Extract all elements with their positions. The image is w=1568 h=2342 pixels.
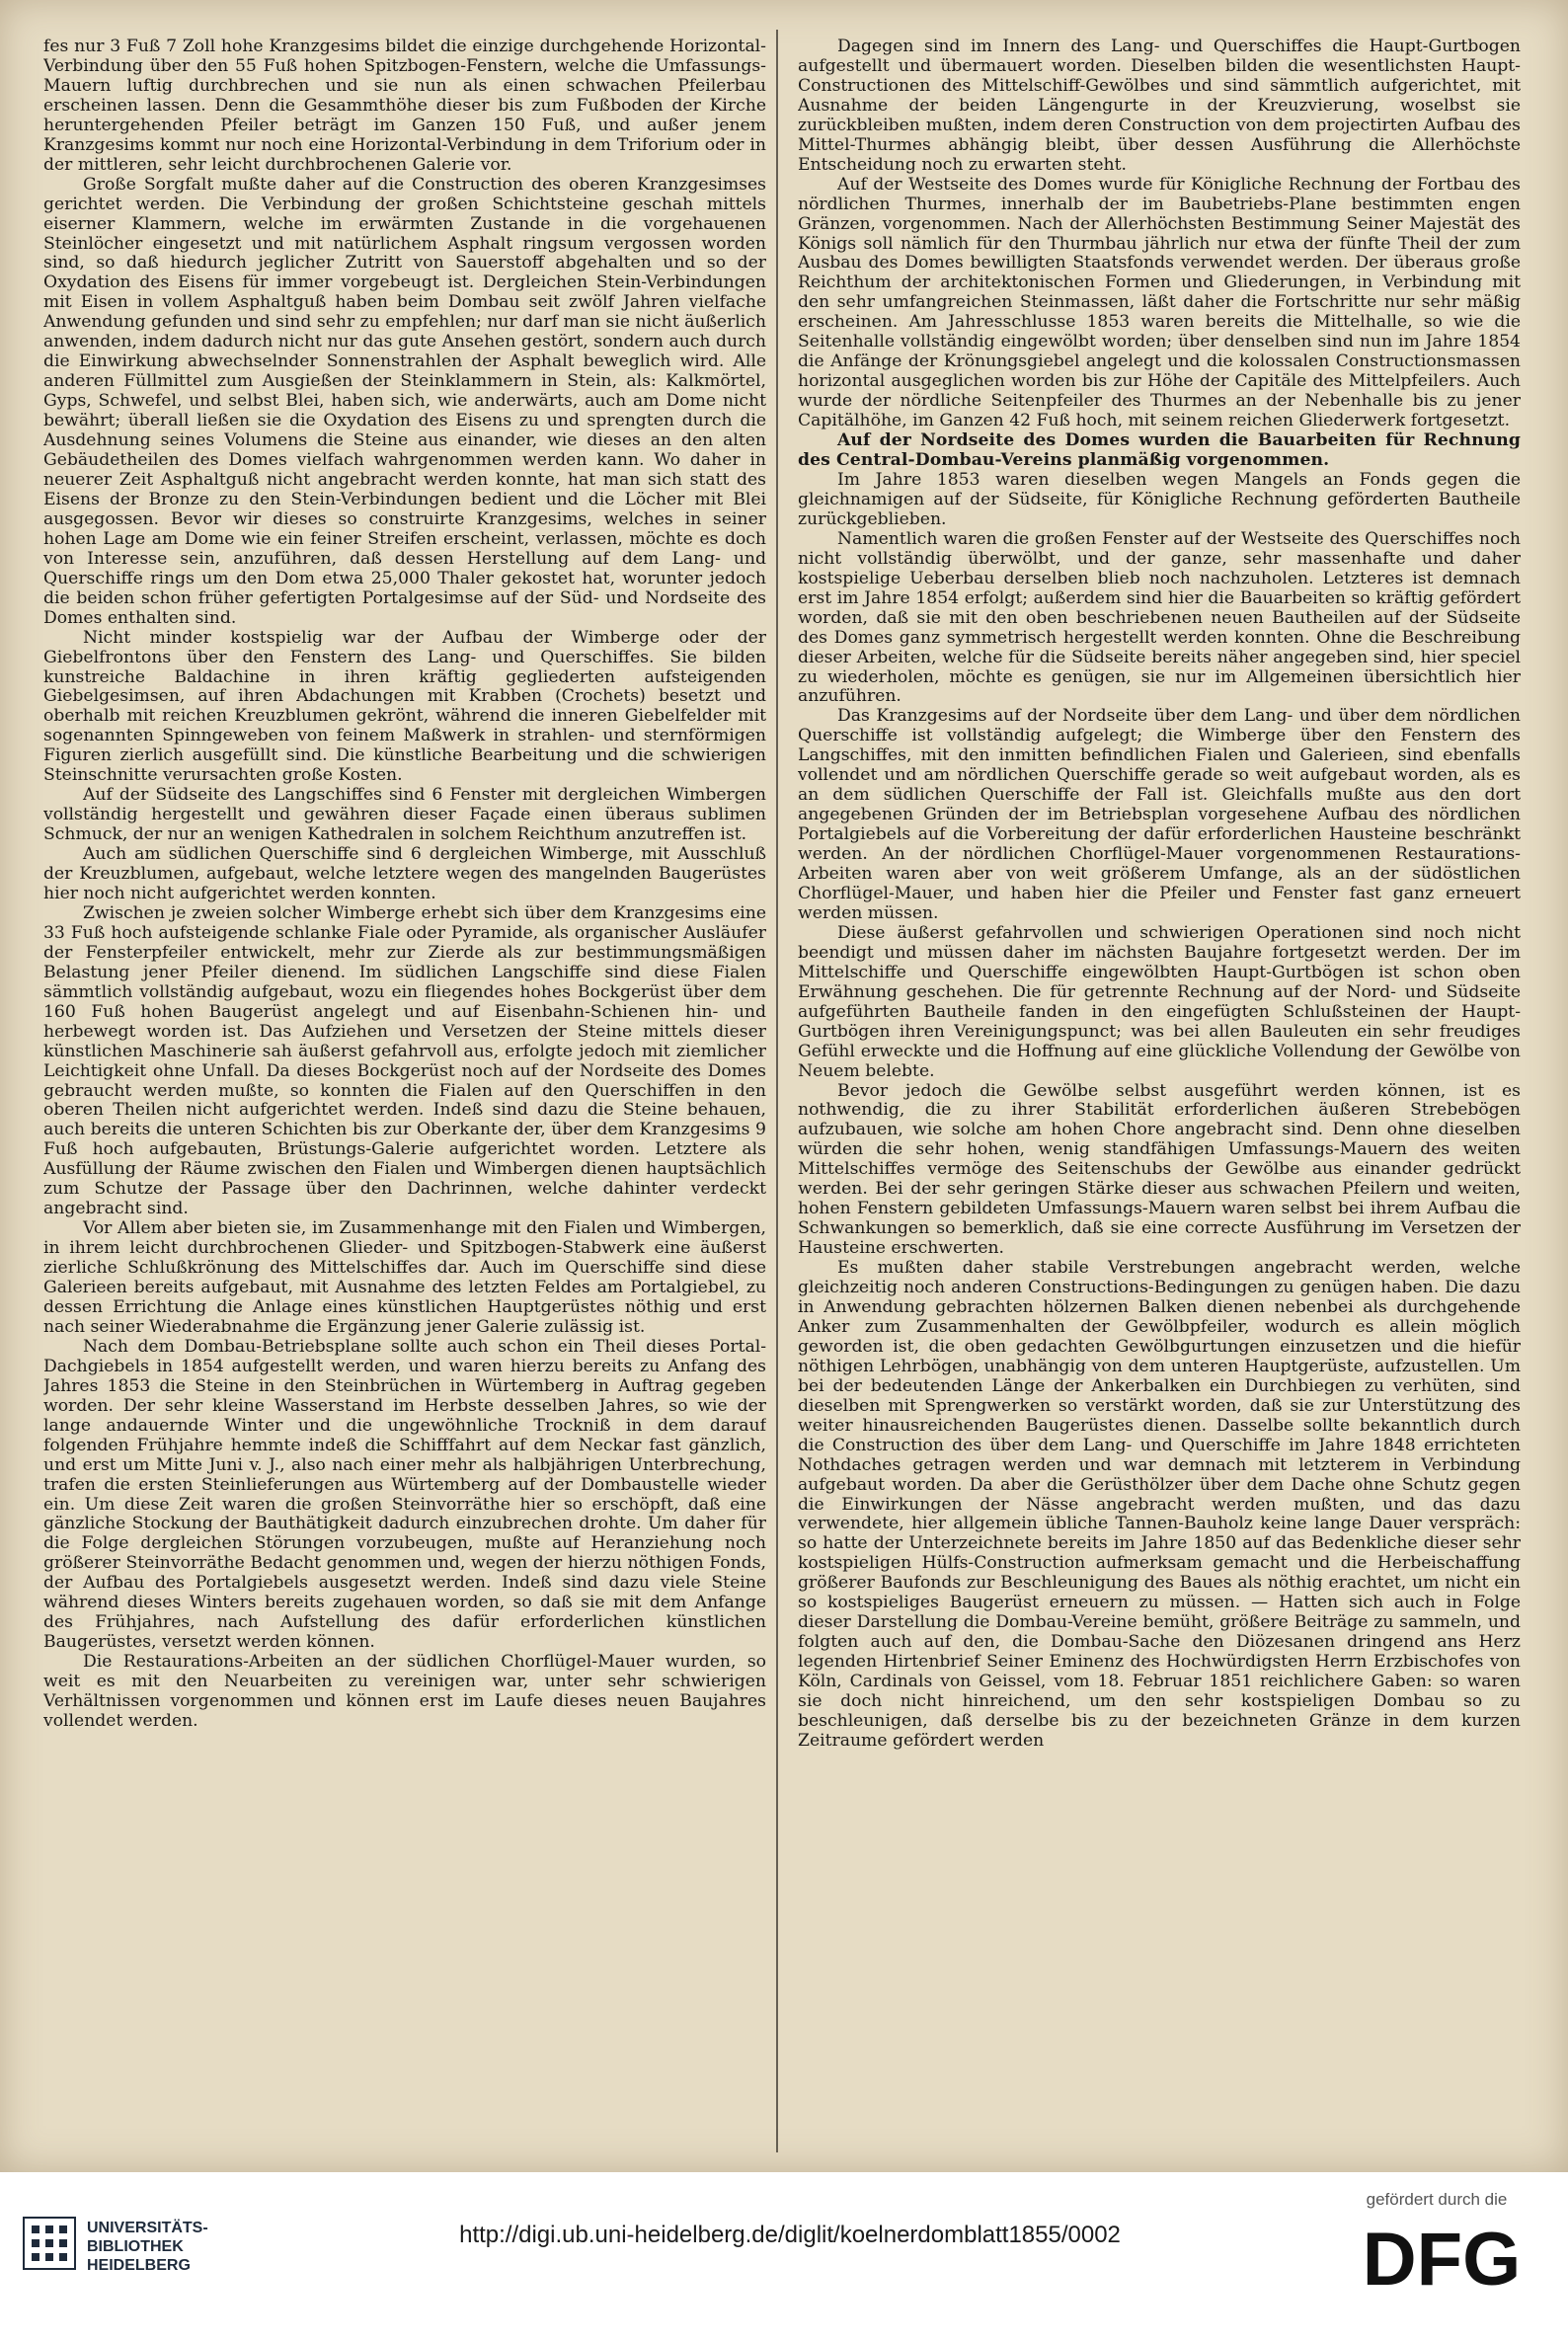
- paragraph: Dagegen sind im Innern des Lang- und Querschiffes die Haupt-Gurtbogen aufgestellt und übermauert worden. Dieselben bilden die wesentlichsten Haupt-Constructionen des Mittelschiff-Gewölbes und sind sämmtlich aufgerichtet, mit Ausnahme der beiden Längengurte in der Kreuzvierung, woselbst sie zurückbleiben mußten, indem deren Construction von dem projectirten Aufbau des Mittel-Thurmes abhängig bleibt, über dessen Ausführung die Allerhöchste Entscheidung noch zu erwarten steht.: [798, 38, 1521, 175]
- logo-text-line-2: BIBLIOTHEK: [87, 2238, 184, 2255]
- viewer-footer: [0, 2172, 1568, 2342]
- logo-text-line-3: HEIDELBERG: [87, 2257, 191, 2274]
- paragraph: Die Restaurations-Arbeiten an der südlichen Chorflügel-Mauer wurden, so weit es mit den Neuarbeiten zu vereinigen war, unter sehr schwierigen Verhältnissen vorgenommen und können erst im Laufe dieses neuen Baujahres vollendet werden.: [43, 1652, 766, 1732]
- paragraph: Namentlich waren die großen Fenster auf der Westseite des Querschiffes noch nicht vollständig überwölbt, und der ganze, sehr massenhafte und daher kostspielige Ueberbau derselben blieb noch nachzuholen. Letzteres ist demnach erst im Jahre 1854 erfolgt; außerdem sind hier die Bauarbeiten so kräftig gefördert worden, daß sie mit den oben beschriebenen neuen Bautheilen auf der Südseite des Domes ganz symmetrisch hergestellt werden konnten. Ohne die Beschreibung dieser Arbeiten, welche für die Südseite bereits näher angegeben sind, hier speciel zu wiederholen, möchte es genügen, sie nur im Allgemeinen übersichtlich hier anzuführen.: [798, 528, 1521, 707]
- paragraph: Vor Allem aber bieten sie, im Zusammenhange mit den Fialen und Wimbergen, in ihrem leicht durchbrochenen Glieder- und Spitzbogen-Stabwerk eine äußerst zierliche Schlußkrönung des Mittelschiffes dar. Auch im Querschiffe sind diese Galerieen bereits aufgebaut, mit Ausnahme des letzten Feldes am Portalgiebel, zu dessen Errichtung die Anlage eines künstlichen Hauptgerüstes nöthig und erst nach seiner Wiederabnahme die Ergänzung jener Galerie zulässig ist.: [43, 1218, 766, 1337]
- paragraph: Diese äußerst gefahrvollen und schwierigen Operationen sind noch nicht beendigt und müssen daher im nächsten Baujahre fortgesetzt werden. Der im Mittelschiffe und Querschiffe eingewölbten Haupt-Gurtbögen ist schon oben Erwähnung geschehen. Die für getrennte Rechnung auf der Nord- und Südseite aufgeführten Bautheile fanden in den eingefügten Schlußsteinen der Haupt-Gurtbögen ihren Vereinigungspunct; was bei allen Bauleuten ein sehr freudiges Gefühl erweckte und die Hoffnung auf eine glückliche Vollendung der Gewölbe von Neuem belebte.: [798, 922, 1521, 1081]
- university-library-logo[interactable]: [20, 2206, 217, 2304]
- left-text-column: [43, 38, 766, 2150]
- right-text-column: [798, 38, 1521, 2150]
- paragraph: Auf der Westseite des Domes wurde für Königliche Rechnung der Fortbau des nördlichen Thurmes, innerhalb der im Baubetriebs-Plane bestimmten engen Gränzen, vorgenommen. Nach der Allerhöchsten Bestimmung Seiner Majestät des Königs soll nämlich für den Thurmbau jährlich nur etwa der fünfte Theil der zum Ausbau des Domes bewilligten Staatsfonds verwendet werden. Der überaus große Reichthum der architektonischen Formen und Gliederungen, in Verbindung mit den sehr umfangreichen Steinmassen, läßt daher die Fortschritte nur sehr mäßig erscheinen. Am Jahresschlusse 1853 waren bereits die Mittelhalle, so wie die Seitenhalle vollständig eingewölbt worden; über denselben sind nun im Jahre 1854 die Anfänge der Krönungsgiebel angelegt und die kolossalen Constructionsmassen horizontal ausgeglichen worden bis zur Höhe der Capitäle des Mittelpfeilers. Auch wurde der nördliche Seitenpfeiler des Thurmes an der Nebenhalle bis zu jener Capitälhöhe, im Ganzen 42 Fuß hoch, mit seinem reichen Gliederwerk fortgesetzt.: [798, 174, 1521, 431]
- paragraph: Das Kranzgesims auf der Nordseite über dem Lang- und über dem nördlichen Querschiffe ist vollständig aufgelegt; die Wimberge über den Fenstern des Langschiffes, mit den inmitten befindlichen Fialen und Galerieen, sind ebenfalls vollendet und am nördlichen Querschiffe gerade so weit aufgebaut worden, als es an dem südlichen Querschiffe der Fall ist. Gleichfalls mußte aus den dort angegebenen Gründen der im Betriebsplan vorgesehene Aufbau des nördlichen Portalgiebels auf die Vorbereitung der dafür erforderlichen Hausteine beschränkt werden. An der nördlichen Chorflügel-Mauer vorgenommenen Restaurations-Arbeiten waren aber von weit größerem Umfange, als an der südöstlichen Chorflügel-Mauer, und haben hier die Pfeiler und Fenster fast ganz erneuert werden müssen.: [798, 706, 1521, 923]
- paragraph: fes nur 3 Fuß 7 Zoll hohe Kranzgesims bildet die einzige durchgehende Horizontal-Verbindung über den 55 Fuß hohen Spitzbogen-Fenstern, welche die Umfassungs-Mauern luftig durchbrechen und sie nun als einen schwachen Pfeilerbau erscheinen lassen. Denn die Gesammthöhe dieser bis zum Fußboden der Kirche heruntergehenden Pfeiler beträgt im Ganzen 150 Fuß, und außer jenem Kranzgesims kommt nur noch eine Horizontal-Verbindung in dem Triforium oder in der mittleren, sehr leicht durchbrochenen Galerie vor.: [43, 38, 766, 175]
- paragraph: Auf der Südseite des Langschiffes sind 6 Fenster mit dergleichen Wimbergen vollständig hergestellt und gewähren dieser Façade einen überaus sublimen Schmuck, der nur an wenigen Kathedralen in solchem Reichthum anzutreffen ist.: [43, 785, 766, 845]
- logo-text-line-1: UNIVERSITÄTS-: [87, 2220, 208, 2236]
- dfg-logo[interactable]: [1343, 2220, 1540, 2297]
- paragraph: Große Sorgfalt mußte daher auf die Construction des oberen Kranzgesimses gerichtet werden. Die Verbindung der großen Schichtsteine geschah mittels eiserner Klammern, welche im erwärmten Zustande in die vorgehauenen Steinlöcher eingesetzt und mit natürlichem Asphalt ringsum vergossen worden sind, so daß hiedurch jeglicher Zutritt von Sauerstoff abgehalten und so der Oxydation des Eisens für immer vorgebeugt ist. Dergleichen Stein-Verbindungen mit Eisen in vollem Asphaltguß haben beim Dombau seit zwölf Jahren vielfache Anwendung gefunden und sind sehr zu empfehlen; nur darf man sie nicht äußerlich anwenden, indem dadurch nicht nur das gute Ansehen gestört, sondern auch durch die Einwirkung abwechselnder Sonnenstrahlen der Asphalt beweglich wird. Alle anderen Füllmittel zum Ausgießen der Steinklammern in Stein, als: Kalkmörtel, Gyps, Schwefel, und selbst Blei, haben sich, wie anderwärts, auch am Dome nicht bewährt; überall ließen sie die Oxydation des Eisens zu und sprengten durch die Ausdehnung seines Volumens die Steine aus einander, wie dieses an den alten Gebäudetheilen des Domes vielfach wahrgenommen werden kann. Wo daher in neuerer Zeit Asphaltguß nicht angebracht werden konnte, hat man sich statt des Eisens der Bronze zu den Stein-Verbindungen bedient und die Löcher mit Blei ausgegossen. Bevor wir dieses so construirte Kranzgesims, welches in seiner hohen Lage am Dome wie ein feiner Streifen erscheint, verlassen, möchte es doch von Interesse sein, anzuführen, daß dessen Herstellung auf dem Lang- und Querschiffe rings um den Dom etwa 25,000 Thaler gekostet hat, worunter jedoch die beiden schon früher gefertigten Portalgesimse auf der Süd- und Nordseite des Domes enthalten sind.: [43, 174, 766, 628]
- library-emblem-icon: [20, 2214, 79, 2273]
- paragraph: Auch am südlichen Querschiffe sind 6 dergleichen Wimberge, mit Ausschluß der Kreuzblumen, aufgebaut, welche letztere wegen des mangelnden Baugerüstes hier noch nicht aufgerichtet werden konnten.: [43, 844, 766, 903]
- paragraph: Nach dem Dombau-Betriebsplane sollte auch schon ein Theil dieses Portal-Dachgiebels in 1854 aufgestellt werden, und waren hierzu bereits zu Anfang des Jahres 1853 die Steine in den Steinbrüchen in Würtemberg in Auftrag gegeben worden. Der sehr kleine Wasserstand im Herbste desselben Jahres, so wie der lange andauernde Winter und die ungewöhnliche Trockniß in dem darauf folgenden Frühjahre hemmte indeß die Schifffahrt auf dem Neckar fast gänzlich, und erst um Mitte Juni v. J., also nach einer mehr als halbjährigen Unterbrechung, trafen die ersten Steinlieferungen aus Würtemberg auf der Dombaustelle wieder ein. Um diese Zeit waren die großen Steinvorräthe hier so erschöpft, daß eine gänzliche Stockung der Bauthätigkeit dadurch einzubrechen drohte. Um daher für die Folge dergleichen Störungen vorzubeugen, mußte auf Heranziehung noch größerer Steinvorräthe Bedacht genommen und, wegen der hierzu nöthigen Fonds, der Aufbau des Portalgiebels ausgesetzt werden. Indeß sind dazu viele Steine während dieses Winters bereits zugehauen worden, so daß sie mit dem Anfange des Frühjahres, nach Aufstellung des dafür erforderlichen künstlichen Baugerüstes, versetzt werden können.: [43, 1336, 766, 1653]
- section-heading: Auf der Nordseite des Domes wurden die Bauarbeiten für Rechnung des Central-Dombau-Vereins planmäßig vorgenommen.: [798, 430, 1521, 471]
- paragraph: Im Jahre 1853 waren dieselben wegen Mangels an Fonds gegen die gleichnamigen auf der Südseite, für Königliche Rechnung geförderten Bautheile zurückgeblieben.: [798, 469, 1521, 529]
- column-divider: [776, 30, 778, 2152]
- paragraph: Zwischen je zweien solcher Wimberge erhebt sich über dem Kranzgesims eine 33 Fuß hoch aufsteigende schlanke Fiale oder Pyramide, als organischer Ausläufer der Fensterpfeiler entwickelt, mehr zur Zierde als zur bestimmungsmäßigen Belastung jener Pfeiler dienend. Im südlichen Langschiffe sind diese Fialen sämmtlich vollständig aufgebaut, wozu ein fliegendes hohes Bockgerüst über dem 160 Fuß hohen Baugerüst angelegt und auf Eisenbahn-Schienen hin- und herbewegt worden ist. Das Aufziehen und Versetzen der Steine mittels dieser künstlichen Maschinerie sah äußerst gefahrvoll aus, erfolgte jedoch mit ziemlicher Leichtigkeit ohne Unfall. Da dieses Bockgerüst noch auf der Nordseite des Domes gebraucht werden mußte, so konnten die Fialen auf den Querschiffen in den oberen Theilen nicht aufgerichtet werden. Indeß sind dazu die Steine behauen, auch bereits die unteren Schichten bis zur Oberkante der, über dem Kranzgesims 9 Fuß hoch aufgebauten, Brüstungs-Galerie aufgerichtet worden. Letztere als Ausfüllung der Räume zwischen den Fialen und Wimbergen dienen hauptsächlich zum Schutze der Passage über den Dachrinnen, welche dahinter verdeckt angebracht sind.: [43, 902, 766, 1219]
- paragraph: Es mußten daher stabile Verstrebungen angebracht werden, welche gleichzeitig noch anderen Constructions-Bedingungen zu genügen haben. Die dazu in Anwendung gebrachten hölzernen Balken dienen nebenbei als durchgehende Anker zum Zusammenhalten der Gewölbpfeiler, wodurch es allein möglich geworden ist, die oben gedachten Gewölbgurtungen einzusetzen und die hiefür nöthigen Lehrbögen, unabhängig von dem unteren Hauptgerüste, aufzustellen. Um bei der bedeutenden Länge der Ankerbalken ein Durchbiegen zu verhüten, sind dieselben mit Sprengwerken so verstärkt worden, daß sie zur Unterstützung des weiter hinausreichenden Baugerüstes dienen. Dasselbe sollte bekanntlich durch die Construction des über dem Lang- und Querschiffe im Jahre 1848 errichteten Nothdaches getragen werden und war demnach mit letzterem in Verbindung aufgebaut worden. Da aber die Gerüsthölzer über dem Dache ohne Schutz gegen die Einwirkungen der Nässe angebracht werden mußten, und das dazu verwendete, hier allgemein übliche Tannen-Bauholz keine lange Dauer verspräch: so hatte der Unterzeichnete bereits im Jahre 1850 auf das Bedenkliche dieser sehr kostspieligen Hülfs-Construction aufmerksam gemacht und die Herbeischaffung größerer Baufonds zur Beschleunigung des Baues als nöthig erachtet, um nicht ein so kostspieliges Baugerüst erneuern zu müssen. — Hatten sich auch in Folge dieser Darstellung die Dombau-Vereine bemüht, größere Beiträge zu sammeln, und folgten auch auf den, die Dombau-Sache den Diözesanen dringend ans Herz legenden Hirtenbrief Seiner Eminenz des Hochwürdigsten Herrn Erzbischofes von Köln, Cardinals von Geissel, vom 18. Februar 1851 reichlichere Gaben: so waren sie doch nicht hinreichend, um den sehr kostspieligen Dombau so zu beschleunigen, daß derselbe bis zu der bezeichneten Gränze in dem kurzen Zeitraume gefördert werden: [798, 1258, 1521, 1751]
- permalink-url[interactable]: http://digi.ub.uni-heidelberg.de/diglit/koelnerdomblatt1855/0002: [459, 2222, 1121, 2248]
- paragraph: Nicht minder kostspielig war der Aufbau der Wimberge oder der Giebelfrontons über den Fenstern des Lang- und Querschiffes. Sie bilden kunstreiche Baldachine in ihren kräftig gegliederten aufsteigenden Giebelgesimsen, auf ihren Abdachungen mit Krabben (Crochets) besetzt und oberhalb mit reichen Kreuzblumen gekrönt, während die inneren Giebelfelder mit sogenannten Spinngeweben von feinem Maßwerk in strahlen- und sternförmigen Figuren zierlich ausgefüllt sind. Die künstliche Bearbeitung und die schwierigen Steinschnitte verursachten große Kosten.: [43, 627, 766, 786]
- paragraph: Bevor jedoch die Gewölbe selbst ausgeführt werden können, ist es nothwendig, die zu ihrer Stabilität erforderlichen äußeren Strebebögen aufzubauen, wie solche am hohen Chore angebracht sind. Denn ohne dieselben würden die sehr hohen, wenig standfähigen Umfassungs-Mauern des weiten Mittelschiffes vermöge des Seitenschubs der Gewölbe aus einander gedrückt werden. Bei der sehr geringen Stärke dieser aus schwachen Pfeilern und weiten, hohen Fenstern gebildeten Umfassungs-Mauern waren selbst bei ihrem Aufbau die Schwankungen so bemerklich, daß sie eine correcte Ausführung im Versetzen der Hausteine erschwerten.: [798, 1080, 1521, 1259]
- dfg-logo-text: DFG: [1362, 2220, 1522, 2297]
- funder-label: gefördert durch die: [1366, 2190, 1508, 2209]
